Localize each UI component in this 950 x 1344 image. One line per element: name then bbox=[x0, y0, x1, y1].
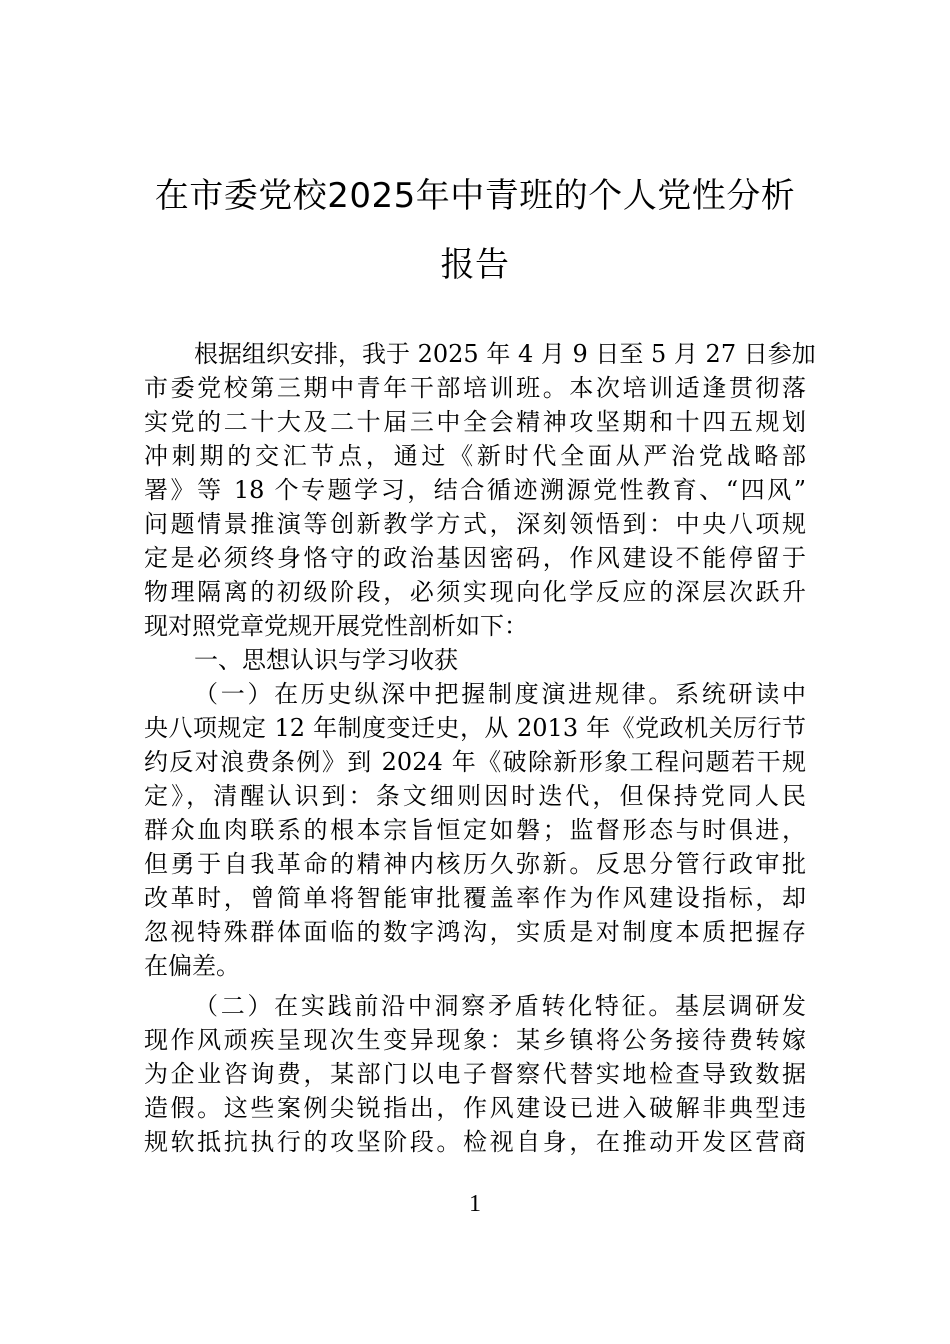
body-line: 现作风顽疾呈现次生变异现象：某乡镇将公务接待费转嫁 bbox=[144, 1026, 806, 1054]
body-line: 央八项规定 12 年制度变迁史，从 2013 年《党政机关厉行节 bbox=[144, 714, 806, 742]
body-line: 物理隔离的初级阶段，必须实现向化学反应的深层次跃升 bbox=[144, 578, 806, 606]
body-line: 群众血肉联系的根本宗旨恒定如磐；监督形态与时俱进， bbox=[144, 816, 806, 844]
body-line: 冲刺期的交汇节点，通过《新时代全面从严治党战略部 bbox=[144, 442, 806, 470]
body-line: 造假。这些案例尖锐指出，作风建设已进入破解非典型违 bbox=[144, 1094, 806, 1122]
body-line: 规软抵抗执行的攻坚阶段。检视自身，在推动开发区营商 bbox=[144, 1128, 806, 1156]
document-title-line-2: 报告 bbox=[440, 245, 510, 285]
body-line: 为企业咨询费，某部门以电子督察代替实地检查导致数据 bbox=[144, 1060, 806, 1088]
body-line: 但勇于自我革命的精神内核历久弥新。反思分管行政审批 bbox=[144, 850, 806, 878]
body-line: 实党的二十大及二十届三中全会精神攻坚期和十四五规划 bbox=[144, 408, 806, 436]
body-line: 问题情景推演等创新教学方式，深刻领悟到：中央八项规 bbox=[144, 510, 806, 538]
body-line: 约反对浪费条例》到 2024 年《破除新形象工程问题若干规 bbox=[144, 748, 806, 776]
body-line: 定是必须终身恪守的政治基因密码，作风建设不能停留于 bbox=[144, 544, 806, 572]
body-line: 忽视特殊群体面临的数字鸿沟，实质是对制度本质把握存 bbox=[144, 918, 806, 946]
body-line: 市委党校第三期中青年干部培训班。本次培训适逢贯彻落 bbox=[144, 374, 806, 402]
body-line: 现对照党章党规开展党性剖析如下： bbox=[144, 612, 528, 640]
body-line: 改革时，曾简单将智能审批覆盖率作为作风建设指标，却 bbox=[144, 884, 806, 912]
body-line: 在偏差。 bbox=[144, 952, 240, 980]
subsection-heading: （二）在实践前沿中洞察矛盾转化特征。基层调研发 bbox=[194, 992, 806, 1020]
page-number: 1 bbox=[469, 1191, 481, 1217]
body-line: 署》等 18 个专题学习，结合循迹溯源党性教育、“四风” bbox=[144, 476, 806, 504]
body-line: 根据组织安排，我于 2025 年 4 月 9 日至 5 月 27 日参加 bbox=[194, 340, 816, 368]
subsection-heading: （一）在历史纵深中把握制度演进规律。系统研读中 bbox=[194, 680, 806, 708]
body-line: 定》，清醒认识到：条文细则因时迭代，但保持党同人民 bbox=[144, 782, 806, 810]
document-title-line-1: 在市委党校2025年中青班的个人党性分析 bbox=[154, 176, 796, 216]
section-heading: 一、思想认识与学习收获 bbox=[194, 646, 458, 674]
